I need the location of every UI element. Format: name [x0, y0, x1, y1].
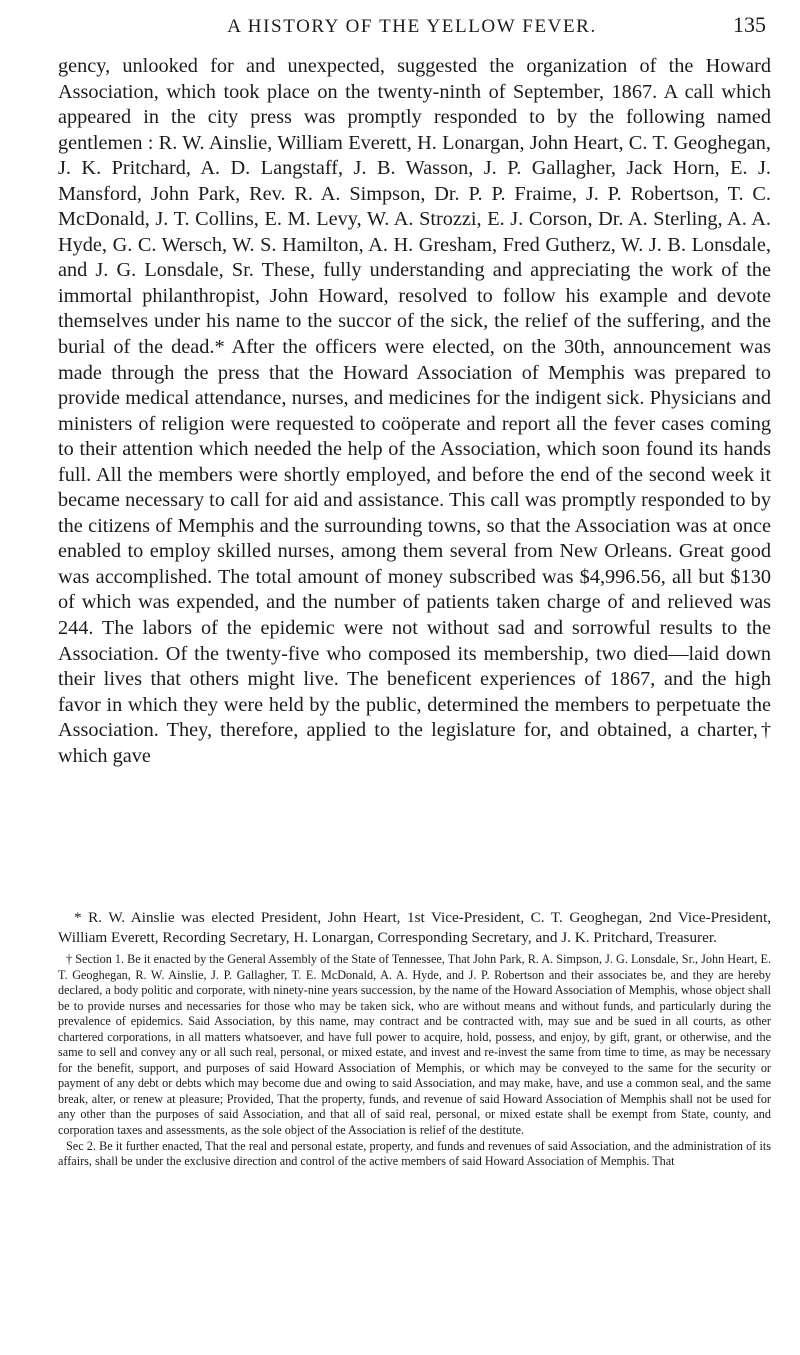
footnotes	[58, 908, 771, 1170]
footnote-charter-section-2: Sec 2. Be it further enacted, That the real and personal estate, property, and funds and revenues of said Association, and the administration of its affairs, shall be under the exclusive direction and control of the active members of said Howard Association of Memphis. That	[58, 1138, 771, 1169]
footnote-officers: * R. W. Ainslie was elected President, John Heart, 1st Vice-President, C. T. Geoghegan, 2nd Vice-President, William Everett, Recording Secretary, H. Lonargan, Corresponding Secretary, and J. K. Pritchard, Treasurer.	[58, 909, 771, 946]
footnote-charter-section-1: † Section 1. Be it enacted by the General Assembly of the State of Tennessee, That John Park, R. A. Simpson, J. G. Lonsdale, Sr., John Heart, E. T. Geoghegan, R. W. Ainslie, J. P. Gallagher, T. E. McDonald, A. A. Hyde, and J. P. Robertson and their associates be, and they are hereby declared, a body politic and corporate, with ninety-nine years succession, by the name of the Howard Association of Memphis, whose object shall be to provide nurses and necessaries for those who may be taken sick, who are without means and without funds, and particularly during the prevalence of epidemics. Said Association, by this name, may contract and be contracted with, may sue and be sued in all courts, as other chartered corporations, in all matters whatsoever, and have full power to acquire, hold, possess, and enjoy, by gift, grant, or otherwise, and the same to sell and convey any or all such real, personal, or mixed estate, and invest and re-invest the same from time to time, as may be necessary for the benefit, support, and purposes of said Howard Association of Memphis, or which may be conveyed to the same for the security or payment of any debt or debts which may become due and owing to said Association, and may make, have, and use a common seal, and the same break, alter, or renew at pleasure; Provided, That the property, funds, and revenue of said Howard Association of Memphis shall not be used for any other than the purposes of said Association, and that all of said real, personal, or mixed estate shall be exempt from State, county, and corporation taxes and assessments, as the sole object of the Association is relief of the destitute.	[58, 952, 771, 1138]
body-paragraph: gency, unlooked for and unexpected, suggested the organization of the Howard Association, which took place on the twenty-ninth of September, 1867. A call which appeared in the city press was promptly responded to by the following named gentlemen : R. W. Ainslie, William Everett, H. Lonargan, John Heart, C. T. Geoghegan, J. K. Pritchard, A. D. Langstaff, J. B. Wasson, J. P. Gallagher, Jack Horn, E. J. Mansford, John Park, Rev. R. A. Simpson, Dr. P. P. Fraime, J. P. Robertson, T. C. McDonald, J. T. Collins, E. M. Levy, W. A. Strozzi, E. J. Corson, Dr. A. Sterling, A. A. Hyde, G. C. Wersch, W. S. Hamilton, A. H. Gresham, Fred Gutherz, W. J. B. Lonsdale, and J. G. Lonsdale, Sr. These, fully understanding and appreciating the work of the immortal philanthropist, John Howard, resolved to follow his example and devote themselves under his name to the succor of the sick, the relief of the suffering, and the burial of the dead.* After the officers were elected, on the 30th, announcement was made through the press that the Howard Association of Memphis was prepared to provide medical attendance, nurses, and medicines for the indigent sick. Physicians and ministers of religion were requested to coöperate and report all the fever cases coming to their attention which needed the help of the Association, which soon found its hands full. All the members were shortly employed, and before the end of the second week it became necessary to call for aid and assistance. This call was promptly responded to by the citizens of Memphis and the surrounding towns, so that the Association was at once enabled to employ skilled nurses, among them several from New Orleans. Great good was accomplished. The total amount of money subscribed was $4,996.56, all but $130 of which was expended, and the number of patients taken charge of and relieved was 244. The labors of the epidemic were not without sad and sorrowful results to the Association. Of the twenty-five who composed its membership, two died—laid down their lives that others might live. The beneficent experiences of 1867, and the high favor in which they were held by the public, determined the members to perpetuate the Association. They, therefore, applied to the legislature for, and obtained, a charter,† which gave	[58, 55, 771, 767]
running-head	[58, 10, 766, 46]
body-text	[58, 54, 771, 769]
running-title: A HISTORY OF THE YELLOW FEVER.	[227, 16, 597, 37]
page-number: 135	[733, 12, 766, 37]
